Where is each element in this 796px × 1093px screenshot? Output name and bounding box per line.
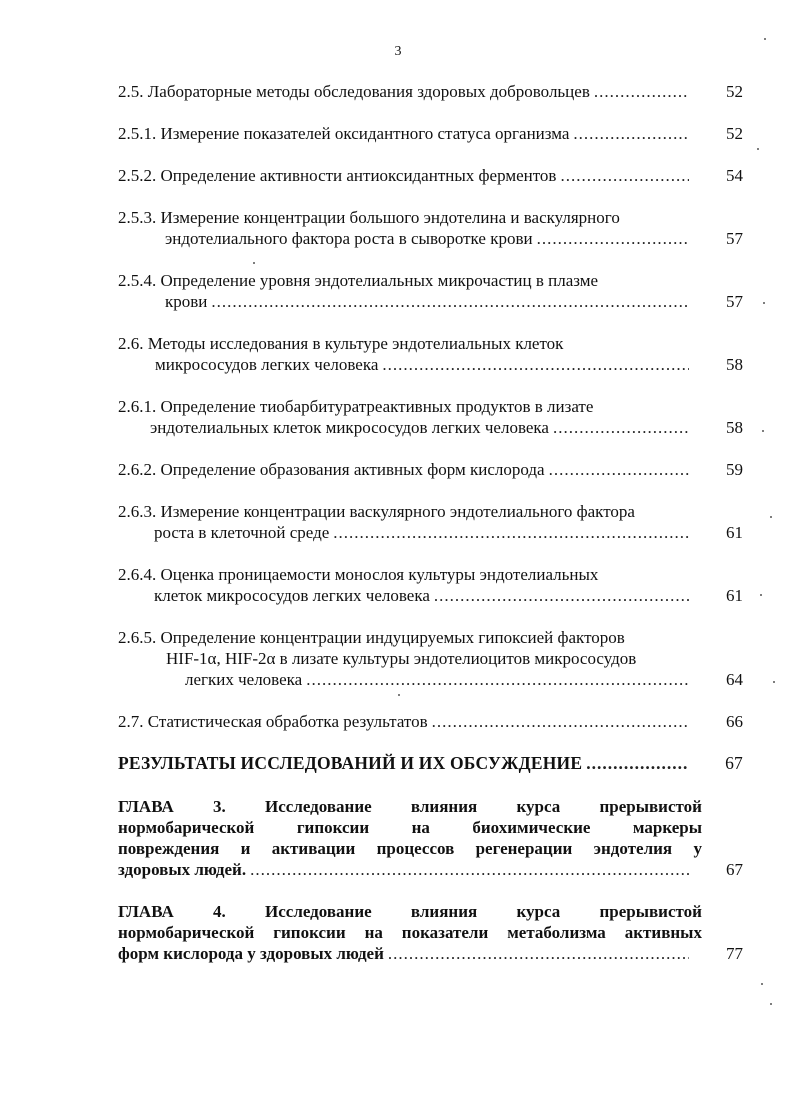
toc-entry-2-5-3 (118, 207, 743, 249)
dot-leader (432, 711, 689, 732)
toc-entry-2-6-1 (118, 396, 743, 438)
toc-page-number: 58 (726, 355, 743, 374)
toc-entry-title-cont: здоровых людей. (118, 860, 247, 879)
toc-entry-title: 2.5.2. Определение активности антиоксидантных ферментов (118, 166, 557, 185)
toc-entry-title-cont: легких человека (185, 670, 303, 689)
dot-leader (586, 753, 689, 774)
toc-entry-title-cont: HIF-1α, HIF-2α в лизате культуры эндотелиоцитов микрососудов (166, 649, 637, 668)
toc-entry-title: 2.5.4. Определение уровня эндотелиальных микрочастиц в плазме (118, 271, 599, 290)
toc-entry-title-cont: эндотелиальных клеток микрососудов легких человека (150, 418, 549, 437)
toc-entry-2-6-5 (118, 627, 743, 690)
chapter-title-row (118, 922, 702, 943)
toc-entry-2-5-2 (118, 165, 743, 186)
toc-entry-2-5-1 (118, 123, 743, 144)
word: эндотелия (593, 839, 673, 858)
word: влияния (410, 797, 478, 816)
scan-speck (764, 38, 766, 40)
dot-leader (250, 859, 689, 880)
chapter-title-row (118, 838, 702, 859)
toc-page-number: 67 (725, 753, 743, 773)
toc-entry-title: 2.6.4. Оценка проницаемости монослоя культуры эндотелиальных (118, 565, 599, 584)
toc-page-number: 61 (726, 523, 743, 542)
dot-leader (594, 81, 689, 102)
word: ГЛАВА (118, 902, 174, 921)
word: и (240, 839, 251, 858)
word: Исследование (265, 902, 372, 921)
dot-leader (388, 943, 689, 964)
toc-page-number: 59 (726, 460, 743, 479)
toc-page-number: 66 (726, 712, 743, 731)
scan-speck (773, 681, 775, 683)
toc-entry-title-cont: эндотелиального фактора роста в сыворотке крови (165, 229, 533, 248)
toc-entry-title: 2.6.2. Определение образования активных форм кислорода (118, 460, 545, 479)
word: Исследование (265, 797, 372, 816)
chapter-title-row (118, 796, 702, 817)
toc-entry-2-7 (118, 711, 743, 732)
word: показатели (401, 923, 489, 942)
dot-leader (306, 669, 689, 690)
word: повреждения (118, 839, 220, 858)
toc-entry-title-cont: крови (165, 292, 208, 311)
toc-entry-title: 2.5.3. Измерение концентрации большого эндотелина и васкулярного (118, 208, 620, 227)
toc-entry-title-cont: микрососудов легких человека (155, 355, 379, 374)
toc-page-number: 54 (726, 166, 743, 185)
word: маркеры (632, 818, 702, 837)
dot-leader (549, 459, 689, 480)
toc-entry-title: 2.6.3. Измерение концентрации васкулярного эндотелиального фактора (118, 502, 635, 521)
scan-speck (253, 262, 255, 264)
word: на (411, 818, 430, 837)
scan-speck (763, 302, 765, 304)
scan-speck (762, 430, 764, 432)
toc-entry-title: 2.5.1. Измерение показателей оксидантного статуса организма (118, 124, 570, 143)
toc-entry-2-6-4 (118, 564, 743, 606)
chapter-title-row (118, 817, 702, 838)
toc-entry-2-6 (118, 333, 743, 375)
word: влияния (410, 902, 478, 921)
page-number: 3 (394, 44, 402, 59)
toc-page-number: 67 (726, 860, 743, 879)
toc-entry-title-cont: клеток микрососудов легких человека (154, 586, 430, 605)
word: на (364, 923, 383, 942)
toc-page-number: 57 (726, 229, 743, 248)
toc-page-number: 52 (726, 124, 743, 143)
dot-leader (382, 354, 689, 375)
toc-entry-title: 2.6. Методы исследования в культуре эндотелиальных клеток (118, 334, 564, 353)
word: курса (516, 902, 561, 921)
toc-entry-title-cont: роста в клеточной среде (154, 523, 330, 542)
toc-page-number: 64 (726, 670, 743, 689)
word: прерывистой (599, 902, 702, 921)
dot-leader (537, 228, 689, 249)
dot-leader (434, 585, 689, 606)
word: 3. (213, 797, 226, 816)
scan-speck (761, 983, 763, 985)
dot-leader (211, 291, 689, 312)
scan-speck (757, 148, 759, 150)
toc-page-number: 52 (726, 82, 743, 101)
toc-entry-2-6-3 (118, 501, 743, 543)
word: прерывистой (599, 797, 702, 816)
toc-entry-2-5-4 (118, 270, 743, 312)
toc-entry-2-6-2 (118, 459, 743, 480)
toc-entry-title: 2.5. Лабораторные методы обследования здоровых добровольцев (118, 82, 590, 101)
word: нормобарической (118, 818, 255, 837)
word: нормобарической (118, 923, 255, 942)
word: активации (271, 839, 356, 858)
dot-leader (553, 417, 689, 438)
toc-entry-chapter-3 (118, 796, 743, 880)
word: гипоксии (296, 818, 370, 837)
toc-entry-title-cont: форм кислорода у здоровых людей (118, 944, 384, 963)
dot-leader (333, 522, 689, 543)
word: ГЛАВА (118, 797, 174, 816)
scan-speck (760, 594, 762, 596)
toc-entry-title: 2.7. Статистическая обработка результатов (118, 712, 428, 731)
scan-speck (770, 516, 772, 518)
word: метаболизма (507, 923, 606, 942)
scan-speck (770, 1003, 772, 1005)
toc-entry-results (118, 753, 743, 774)
toc-entry-chapter-4 (118, 901, 743, 964)
toc-entry-2-5 (118, 81, 743, 102)
scan-speck (398, 694, 400, 696)
toc-page-number: 61 (726, 586, 743, 605)
word: 4. (213, 902, 226, 921)
chapter-title-row (118, 901, 702, 922)
toc-entry-title: 2.6.5. Определение концентрации индуцируемых гипоксией факторов (118, 628, 625, 647)
dot-leader (560, 165, 689, 186)
word: процессов (376, 839, 455, 858)
toc-page-number: 57 (726, 292, 743, 311)
word: курса (516, 797, 561, 816)
word: регенерации (475, 839, 573, 858)
word: биохимические (472, 818, 591, 837)
toc-page-number: 58 (726, 418, 743, 437)
word: активных (624, 923, 702, 942)
dot-leader (573, 123, 689, 144)
toc-entry-title: РЕЗУЛЬТАТЫ ИССЛЕДОВАНИЙ И ИХ ОБСУЖДЕНИЕ (118, 753, 583, 773)
word: у (693, 839, 702, 858)
word: гипоксии (273, 923, 346, 942)
toc-entry-title: 2.6.1. Определение тиобарбитуратреактивных продуктов в лизате (118, 397, 594, 416)
toc-page-number: 77 (726, 944, 743, 963)
